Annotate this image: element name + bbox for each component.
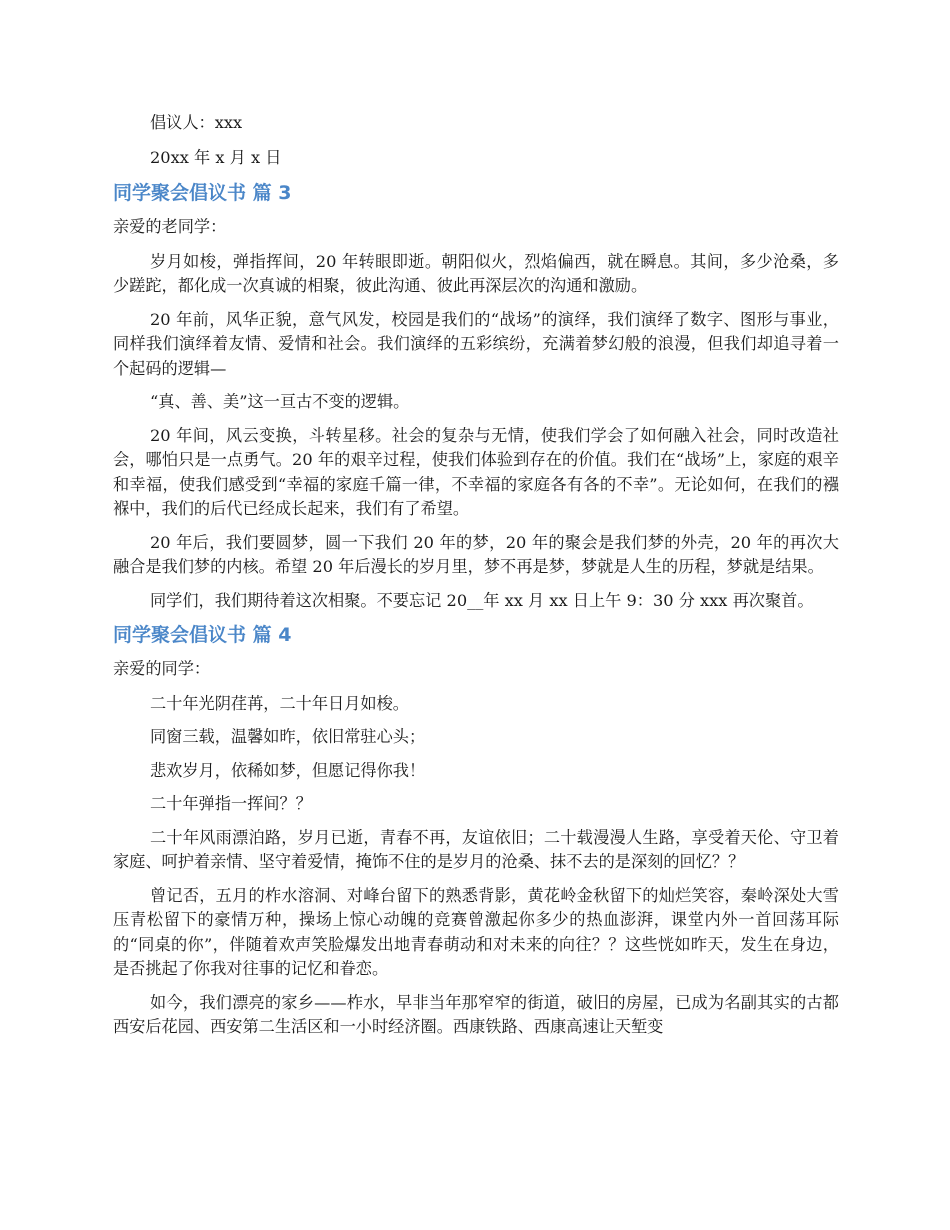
section-4-heading: 同学聚会倡议书 篇 4 [113,624,292,646]
section-3-paragraph: 20 年后，我们要圆梦，圆一下我们 20 年的梦，20 年的聚会是我们梦的外壳，20 年的再次大融合是我们梦的内核。希望 20 年后漫长的岁月里，梦不再是梦，梦就是人生的历程，梦就是结果。 [113,532,839,576]
date-line: 20xx 年 x 月 x 日 [150,147,282,167]
section-3-paragraph: 同学们，我们期待着这次相聚。不要忘记 20__年 xx 月 xx 日上午 9：30 分 xxx 再次聚首。 [150,590,814,610]
section-3-paragraph: “真、善、美”这一亘古不变的逻辑。 [150,392,410,411]
section-4-paragraph: 二十年弹指一挥间？？ [150,794,312,813]
section-3-paragraph: 岁月如梭，弹指挥间，20 年转眼即逝。朝阳似火，烈焰偏西，就在瞬息。其间，多少沧桑，多少蹉跎，都化成一次真诚的相聚，彼此沟通、彼此再深层次的沟通和激励。 [113,251,839,295]
section-4-paragraph: 如今，我们漂亮的家乡——柞水，早非当年那窄窄的街道，破旧的房屋，已成为名副其实的古都西安后花园、西安第二生活区和一小时经济圈。西康铁路、西康高速让天堑变 [113,992,839,1036]
proposer-line: 倡议人：xxx [150,113,243,132]
section-4-greeting: 亲爱的同学： [113,659,211,678]
section-4-paragraph: 二十年光阴荏苒，二十年日月如梭。 [150,693,409,713]
section-3-heading: 同学聚会倡议书 篇 3 [113,182,292,204]
section-3-greeting: 亲爱的老同学： [113,217,227,236]
section-4-paragraph: 二十年风雨漂泊路，岁月已逝，青春不再，友谊依旧；二十载漫漫人生路，享受着天伦、守卫着家庭、呵护着亲情、坚守着爱情，掩饰不住的是岁月的沧桑、抹不去的是深刻的回忆？？ [113,827,839,871]
section-4-paragraph: 悲欢岁月，依稀如梦，但愿记得你我！ [150,760,426,780]
section-3-paragraph: 20 年间，风云变换，斗转星移。社会的复杂与无情，使我们学会了如何融入社会，同时改造社会，哪怕只是一点勇气。20 年的艰辛过程，使我们体验到存在的价值。我们在“战场”上，家庭的艰辛和幸福，使我们感受到“幸福的家庭千篇一律，不幸福的家庭各有各的不幸”。无论如何，在我们的襁褓中，我们的后代已经成长起来，我们有了希望。 [113,425,839,518]
section-4-paragraph: 曾记否，五月的柞水溶洞、对峰台留下的熟悉背影，黄花岭金秋留下的灿烂笑容，秦岭深处大雪压青松留下的豪情万种，操场上惊心动魄的竞赛曾激起你多少的热血澎湃，课堂内外一首回荡耳际的“同桌的你”，伴随着欢声笑脸爆发出地青春萌动和对未来的向往？？这些恍如昨天，发生在身边，是否挑起了你我对往事的记忆和眷恋。 [113,885,839,978]
document-body [113,111,839,1049]
section-4-paragraph: 同窗三载，温馨如昨，依旧常驻心头； [150,727,426,746]
section-3-paragraph: 20 年前，风华正貌，意气风发，校园是我们的“战场”的演绎，我们演绎了数字、图形与事业，同样我们演绎着友情、爱情和社会。我们演绎的五彩缤纷，充满着梦幻般的浪漫，但我们却追寻着一个起码的逻辑— [113,309,839,378]
